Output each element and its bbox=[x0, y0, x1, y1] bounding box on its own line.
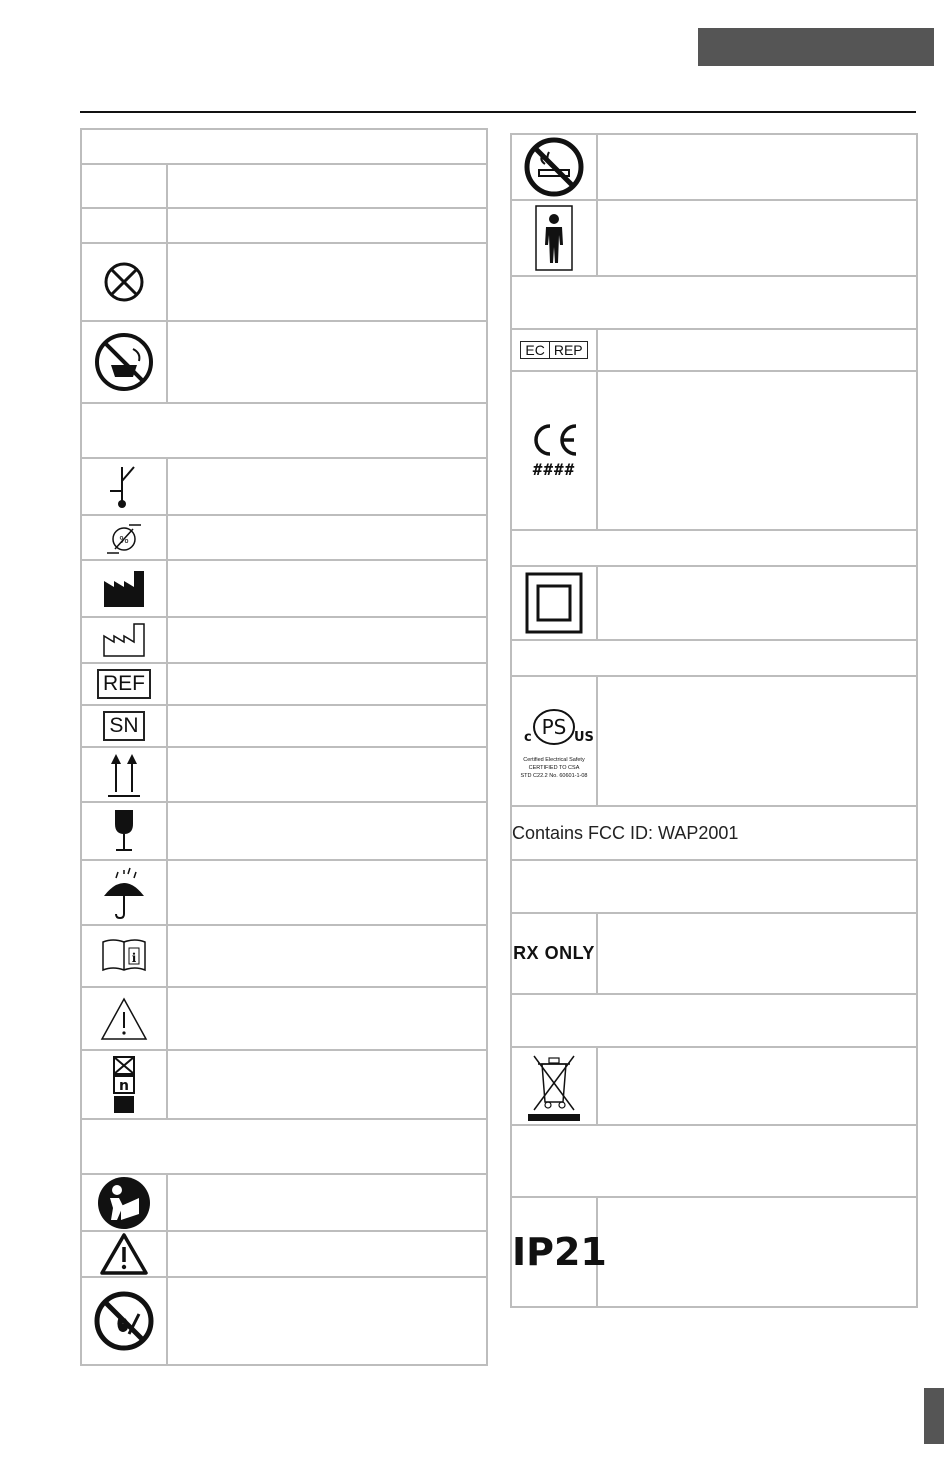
header-tab bbox=[698, 28, 934, 66]
section-header bbox=[81, 403, 487, 458]
this-way-up-icon bbox=[81, 747, 167, 802]
svg-text:n: n bbox=[119, 1077, 129, 1094]
section-header bbox=[511, 860, 917, 913]
ref-label: REF bbox=[97, 669, 151, 699]
read-manual-icon bbox=[81, 1174, 167, 1231]
keep-dry-icon bbox=[81, 860, 167, 925]
section-header bbox=[81, 129, 487, 164]
rep-label: REP bbox=[549, 342, 587, 358]
sn-label: SN bbox=[103, 711, 144, 741]
fcc-id-text: Contains FCC ID: WAP2001 bbox=[511, 806, 917, 860]
rx-only-label: RX ONLY bbox=[513, 943, 595, 963]
consult-instructions-icon bbox=[81, 925, 167, 987]
csa-certification-icon bbox=[511, 676, 597, 806]
type-bf-applied-part-icon bbox=[511, 200, 597, 276]
csa-cert-line2: CERTIFIED TO CSA bbox=[528, 765, 580, 771]
serial-number-icon bbox=[81, 705, 167, 747]
fragile-icon bbox=[81, 802, 167, 860]
right-symbol-table bbox=[510, 133, 918, 1308]
svg-text:US: US bbox=[574, 730, 594, 745]
csa-cert-line1: Certified Electrical Safety bbox=[523, 757, 585, 763]
temperature-limit-icon bbox=[81, 458, 167, 515]
no-open-flame-icon bbox=[81, 1277, 167, 1365]
ce-mark-cell bbox=[511, 371, 597, 530]
svg-text:PS: PS bbox=[541, 715, 567, 739]
section-header bbox=[511, 1125, 917, 1197]
section-header bbox=[511, 640, 917, 676]
ec-label: EC bbox=[525, 341, 545, 358]
manufacturer-icon bbox=[81, 560, 167, 617]
do-not-reuse-icon bbox=[81, 243, 167, 321]
ce-mark-icon bbox=[528, 422, 580, 458]
ec-rep-icon bbox=[511, 329, 597, 371]
symbol-cell bbox=[81, 164, 167, 208]
csa-cert-line3: STD C22.2 No. 60601-1-08 bbox=[520, 773, 588, 779]
ip-rating-label: IP21 bbox=[512, 1230, 607, 1274]
weee-disposal-icon bbox=[511, 1047, 597, 1125]
section-header bbox=[511, 530, 917, 566]
header-rule bbox=[80, 111, 916, 113]
rx-only-cell bbox=[511, 913, 597, 994]
class-ii-equipment-icon bbox=[511, 566, 597, 640]
ce-notified-body-number: #### bbox=[532, 460, 576, 479]
no-smoking-icon bbox=[511, 134, 597, 200]
section-header bbox=[511, 276, 917, 329]
svg-text:c: c bbox=[524, 730, 532, 745]
svg-text:%: % bbox=[119, 534, 129, 546]
section-header bbox=[511, 994, 917, 1047]
humidity-limit-icon bbox=[81, 515, 167, 560]
reference-number-icon bbox=[81, 663, 167, 705]
warning-icon bbox=[81, 1231, 167, 1277]
svg-text:i: i bbox=[131, 951, 137, 965]
section-header bbox=[81, 1119, 487, 1174]
page-edge-tab bbox=[924, 1388, 944, 1444]
symbol-cell bbox=[81, 208, 167, 243]
date-of-manufacture-icon bbox=[81, 617, 167, 663]
ip-rating-cell bbox=[511, 1197, 607, 1307]
do-not-wash-icon bbox=[81, 321, 167, 403]
left-symbol-table bbox=[80, 128, 488, 1366]
stacking-limit-icon bbox=[81, 1050, 167, 1119]
caution-icon bbox=[81, 987, 167, 1050]
